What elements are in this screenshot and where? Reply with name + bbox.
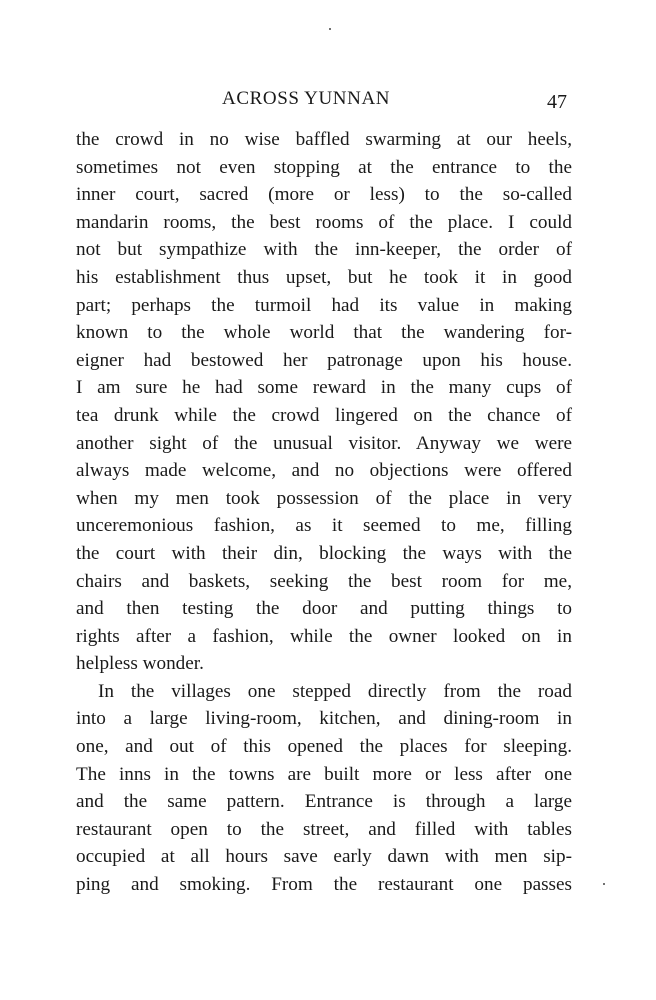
text-line: ping and smoking. From the restaurant one passes (76, 874, 572, 896)
print-speck (603, 883, 605, 885)
text-line: The inns in the towns are built more or less after one (76, 763, 572, 785)
text-line: chairs and baskets, seeking the best room for me, (76, 570, 572, 592)
text-line: occupied at all hours save early dawn with men sip- (76, 846, 572, 868)
text-line: the crowd in no wise baffled swarming at our heels, (76, 129, 572, 150)
running-title: ACROSS YUNNAN (222, 88, 391, 109)
text-line: not but sympathize with the inn-keeper, the order of (76, 239, 572, 261)
paragraph-first-line: In the villages one stepped directly from the road (98, 680, 572, 702)
text-line: known to the whole world that the wandering for- (76, 322, 572, 344)
text-line: another sight of the unusual visitor. Anyway we were (76, 432, 572, 454)
text-line: tea drunk while the crowd lingered on the chance of (76, 404, 572, 426)
running-head (0, 88, 656, 114)
body-text (76, 126, 572, 899)
text-line: rights after a fashion, while the owner looked on in (76, 625, 572, 647)
text-line: unceremonious fashion, as it seemed to me, filling (76, 515, 572, 537)
text-line: inner court, sacred (more or less) to the so-called (76, 184, 572, 206)
text-line: the court with their din, blocking the ways with the (76, 542, 572, 564)
text-line: part; perhaps the turmoil had its value in making (76, 294, 572, 316)
text-line: sometimes not even stopping at the entrance to the (76, 156, 572, 178)
text-line: always made welcome, and no objections were offered (76, 460, 572, 482)
page-number: 47 (547, 91, 567, 113)
text-line: and then testing the door and putting things to (76, 598, 572, 620)
text-line: mandarin rooms, the best rooms of the place. I could (76, 211, 572, 233)
print-speck (329, 28, 331, 30)
text-line: one, and out of this opened the places for sleeping. (76, 736, 572, 758)
text-line: I am sure he had some reward in the many cups of (76, 377, 572, 399)
text-line: his establishment thus upset, but he took it in good (76, 266, 572, 288)
text-line: eigner had bestowed her patronage upon his house. (76, 349, 572, 371)
text-line: and the same pattern. Entrance is through a large (76, 791, 572, 813)
text-line: restaurant open to the street, and filled with tables (76, 818, 572, 840)
paragraph-last-line: helpless wonder. (76, 653, 204, 675)
text-line: into a large living-room, kitchen, and dining-room in (76, 708, 572, 730)
text-line: when my men took possession of the place in very (76, 487, 572, 509)
